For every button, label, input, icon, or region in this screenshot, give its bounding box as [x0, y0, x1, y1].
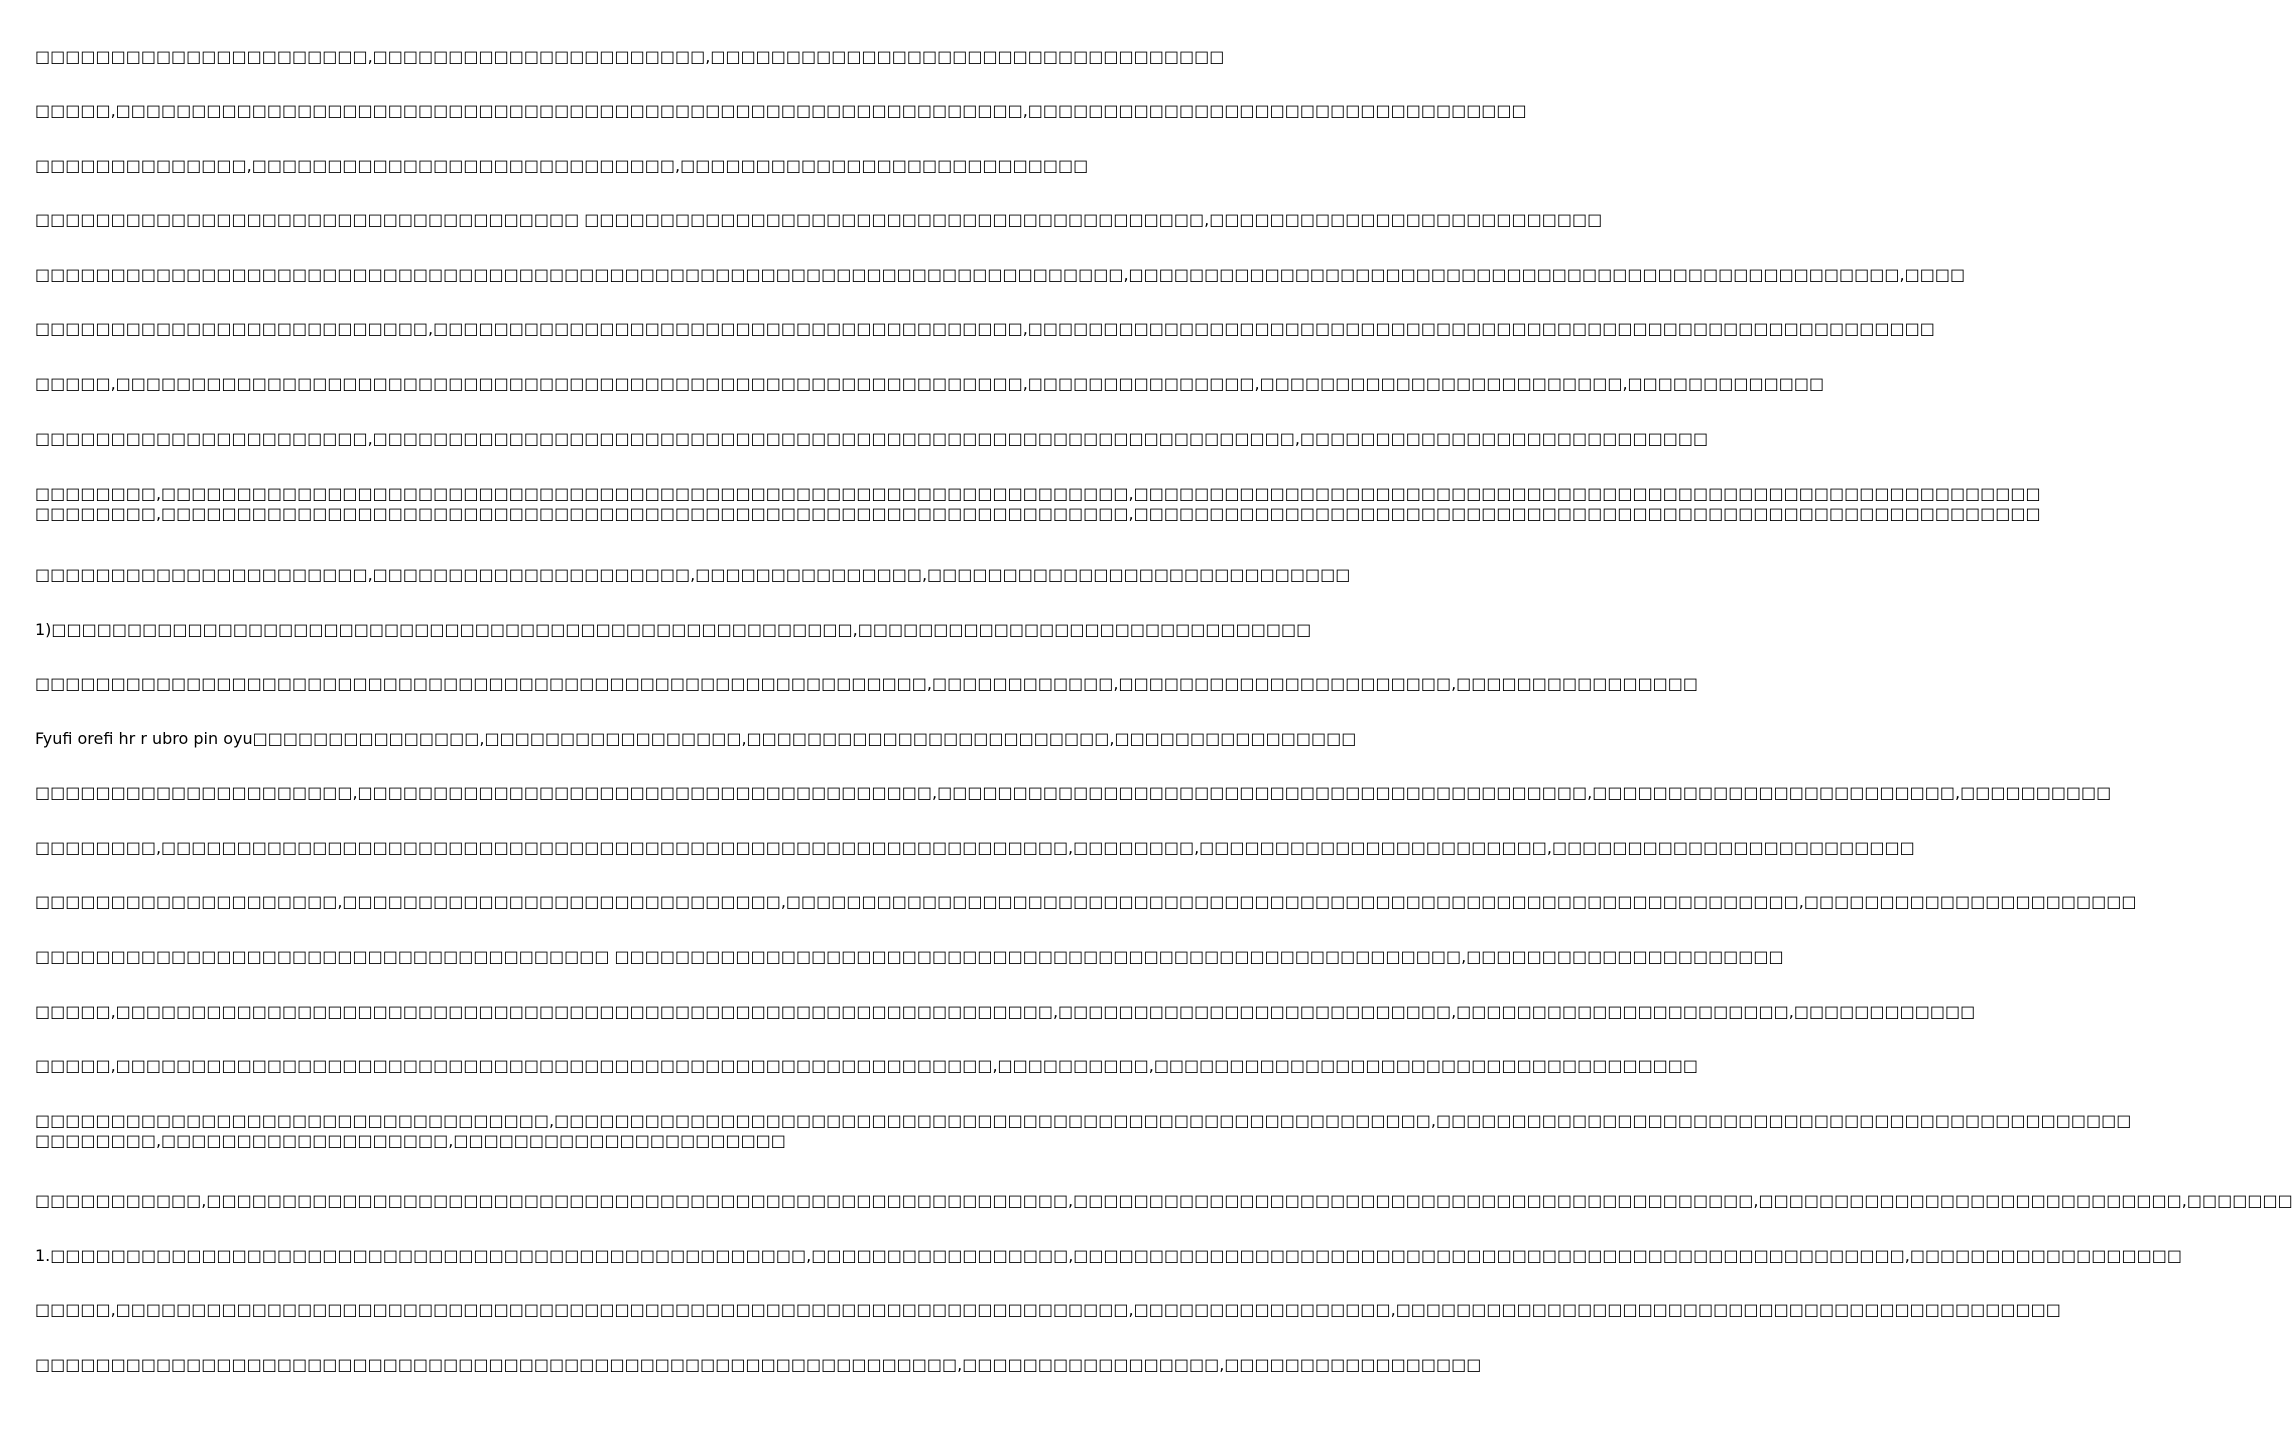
paragraph: □□□□□□□□,□□□□□□□□□□□□□□□□□□□□□□□□□□□□□□□□□□□□□□□□□□□□□□□□□□□□□□□□□□□□,□□□□□□□□,□□□□□□□□□□□□□□□□□□□□□□□,□□□□□□□□□□□□□□□□□□□□□□□□ [35, 838, 1915, 857]
paragraph: □□□□□,□□□□□□□□□□□□□□□□□□□□□□□□□□□□□□□□□□□□□□□□□□□□□□□□□□□□□□□□□□□□□□□□□□□,□□□□□□□□□□□□□□□□□,□□□□□□□□□□□□□□□□□□□□□□□□□□□□□□□□□□□□□□□□□□□□ [35, 1300, 2061, 1319]
paragraph: □□□□□□□□□□□□□□□□□□□□□□□□□□□□□□□□□□,□□□□□□□□□□□□□□□□□□□□□□□□□□□□□□□□□□□□□□□□□□□□□□□□□□□□□□□□□□,□□□□□□□□□□□□□□□□□□□□□□□□□□□□□□□□□□□□□□□□□□□□□□ □□□□□□□□,□□□□□□□□□□□□□□□□□□□,□□□□□□□□□□□□□□□□□□□□□□ [35, 1111, 2132, 1150]
paragraph: □□□□□□□□□□□□□□□□□□□□□□□□□□,□□□□□□□□□□□□□□□□□□□□□□□□□□□□□□□□□□□□□□□,□□□□□□□□□□□□□□□□□□□□□□□□□□□□□□□□□□□□□□□□□□□□□□□□□□□□□□□□□□□□ [35, 319, 1935, 338]
paragraph: □□□□□,□□□□□□□□□□□□□□□□□□□□□□□□□□□□□□□□□□□□□□□□□□□□□□□□□□□□□□□□□□□□,□□□□□□□□□□□□□□□,□□□□□□□□□□□□□□□□□□□□□□□□,□□□□□□□□□□□□□ [35, 374, 1825, 393]
paragraph: □□□□□□□□□□□□□□□□□□□□□□□□□□□□□□□□□□□□ □□□□□□□□□□□□□□□□□□□□□□□□□□□□□□□□□□□□□□□□□,□□□□□□□□□□□□□□□□□□□□□□□□□□ [35, 210, 1603, 229]
paragraph: □□□□□□□□□□□□□□□□□□□□□□,□□□□□□□□□□□□□□□□□□□□□□,□□□□□□□□□□□□□□□□□□□□□□□□□□□□□□□□□□ [35, 47, 1225, 66]
paragraph-line: □□□□□□□□,□□□□□□□□□□□□□□□□□□□□□□□□□□□□□□□□□□□□□□□□□□□□□□□□□□□□□□□□□□□□□□□□,□□□□□□□□□□□□□□□□□□□□□□□□□□□□□□□□□□□□□□□□□□□□□□□□□□□□□□□□□□□□ [35, 484, 2041, 503]
paragraph: 1)□□□□□□□□□□□□□□□□□□□□□□□□□□□□□□□□□□□□□□□□□□□□□□□□□□□□□,□□□□□□□□□□□□□□□□□□□□□□□□□□□□□□ [35, 620, 1312, 639]
paragraph: □□□□□□□□□□□□□□□□□□□□,□□□□□□□□□□□□□□□□□□□□□□□□□□□□□,□□□□□□□□□□□□□□□□□□□□□□□□□□□□□□□□□□□□□□□□□□□□□□□□□□□□□□□□□□□□□□□□□□□,□□□□□□□□□□□□□□□□□□□□□□ [35, 892, 2137, 911]
paragraph: □□□□□□□□□□□□□□□□□□□□□□,□□□□□□□□□□□□□□□□□□□□□□□□□□□□□□□□□□□□□□□□□□□□□□□□□□□□□□□□□□□□□,□□□□□□□□□□□□□□□□□□□□□□□□□□□ [35, 429, 1709, 448]
paragraph: □□□□□□□□□□□□□□□□□□□□□□,□□□□□□□□□□□□□□□□□□□□□,□□□□□□□□□□□□□□□,□□□□□□□□□□□□□□□□□□□□□□□□□□□□ [35, 565, 1351, 584]
paragraph: □□□□□□□□□□□□□□□□□□□□□□□□□□□□□□□□□□□□□□ □□□□□□□□□□□□□□□□□□□□□□□□□□□□□□□□□□□□□□□□□□□□□□□□□□□□□□□□,□□□□□□□□□□□□□□□□□□□□□ [35, 947, 1784, 966]
paragraph-two-line [35, 484, 2041, 524]
paragraph: □□□□□□□□□□□□□□,□□□□□□□□□□□□□□□□□□□□□□□□□□□□,□□□□□□□□□□□□□□□□□□□□□□□□□□□ [35, 156, 1089, 175]
paragraph: □□□□□□□□□□□,□□□□□□□□□□□□□□□□□□□□□□□□□□□□□□□□□□□□□□□□□□□□□□□□□□□□□□□□□,□□□□□□□□□□□□□□□□□□□□□□□□□□□□□□□□□□□□□□□□□□□□□,□□□□□□□□□□□□□□□□□□□□□□□□□□□□,□□□□□□□ [35, 1191, 2293, 1210]
paragraph: □□□□□,□□□□□□□□□□□□□□□□□□□□□□□□□□□□□□□□□□□□□□□□□□□□□□□□□□□□□□□□□□□□,□□□□□□□□□□□□□□□□□□□□□□□□□□□□□□□□□ [35, 101, 1527, 120]
paragraph: □□□□□□□□□□□□□□□□□□□□□□□□□□□□□□□□□□□□□□□□□□□□□□□□□□□□□□□□□□□□□,□□□□□□□□□□□□□□□□□,□□□□□□□□□□□□□□□□□ [35, 1355, 1482, 1374]
paragraph: □□□□□□□□□□□□□□□□□□□□□,□□□□□□□□□□□□□□□□□□□□□□□□□□□□□□□□□□□□□□,□□□□□□□□□□□□□□□□□□□□□□□□□□□□□□□□□□□□□□□□□□□,□□□□□□□□□□□□□□□□□□□□□□□□,□□□□□□□□□□ [35, 783, 2112, 802]
paragraph-line: □□□□□□□□,□□□□□□□□□□□□□□□□□□□□□□□□□□□□□□□□□□□□□□□□□□□□□□□□□□□□□□□□□□□□□□□□,□□□□□□□□□□□□□□□□□□□□□□□□□□□□□□□□□□□□□□□□□□□□□□□□□□□□□□□□□□□□ [35, 504, 2041, 523]
paragraph: □□□□□,□□□□□□□□□□□□□□□□□□□□□□□□□□□□□□□□□□□□□□□□□□□□□□□□□□□□□□□□□□□□□□,□□□□□□□□□□□□□□□□□□□□□□□□□□,□□□□□□□□□□□□□□□□□□□□□□,□□□□□□□□□□□□ [35, 1002, 1976, 1021]
paragraph: Fyufi orefi hr r ubro pin oyu□□□□□□□□□□□□□□□,□□□□□□□□□□□□□□□□□,□□□□□□□□□□□□□□□□□□□□□□□□,□□□□□□□□□□□□□□□□ [35, 729, 1357, 748]
paragraph: □□□□□□□□□□□□□□□□□□□□□□□□□□□□□□□□□□□□□□□□□□□□□□□□□□□□□□□□□□□,□□□□□□□□□□□□,□□□□□□□□□□□□□□□□□□□□□□,□□□□□□□□□□□□□□□□ [35, 674, 1699, 693]
paragraph: 1.□□□□□□□□□□□□□□□□□□□□□□□□□□□□□□□□□□□□□□□□□□□□□□□□□□,□□□□□□□□□□□□□□□□□,□□□□□□□□□□□□□□□□□□□□□□□□□□□□□□□□□□□□□□□□□□□□□□□□□□□□□□□,□□□□□□□□□□□□□□□□□□ [35, 1246, 2182, 1265]
paragraph: □□□□□□□□□□□□□□□□□□□□□□□□□□□□□□□□□□□□□□□□□□□□□□□□□□□□□□□□□□□□□□□□□□□□□□□□,□□□□□□□□□□□□□□□□□□□□□□□□□□□□□□□□□□□□□□□□□□□□□□□□□□□,□□□□ [35, 265, 1966, 284]
paragraph: □□□□□,□□□□□□□□□□□□□□□□□□□□□□□□□□□□□□□□□□□□□□□□□□□□□□□□□□□□□□□□□□,□□□□□□□□□□,□□□□□□□□□□□□□□□□□□□□□□□□□□□□□□□□□□□□ [35, 1056, 1699, 1075]
